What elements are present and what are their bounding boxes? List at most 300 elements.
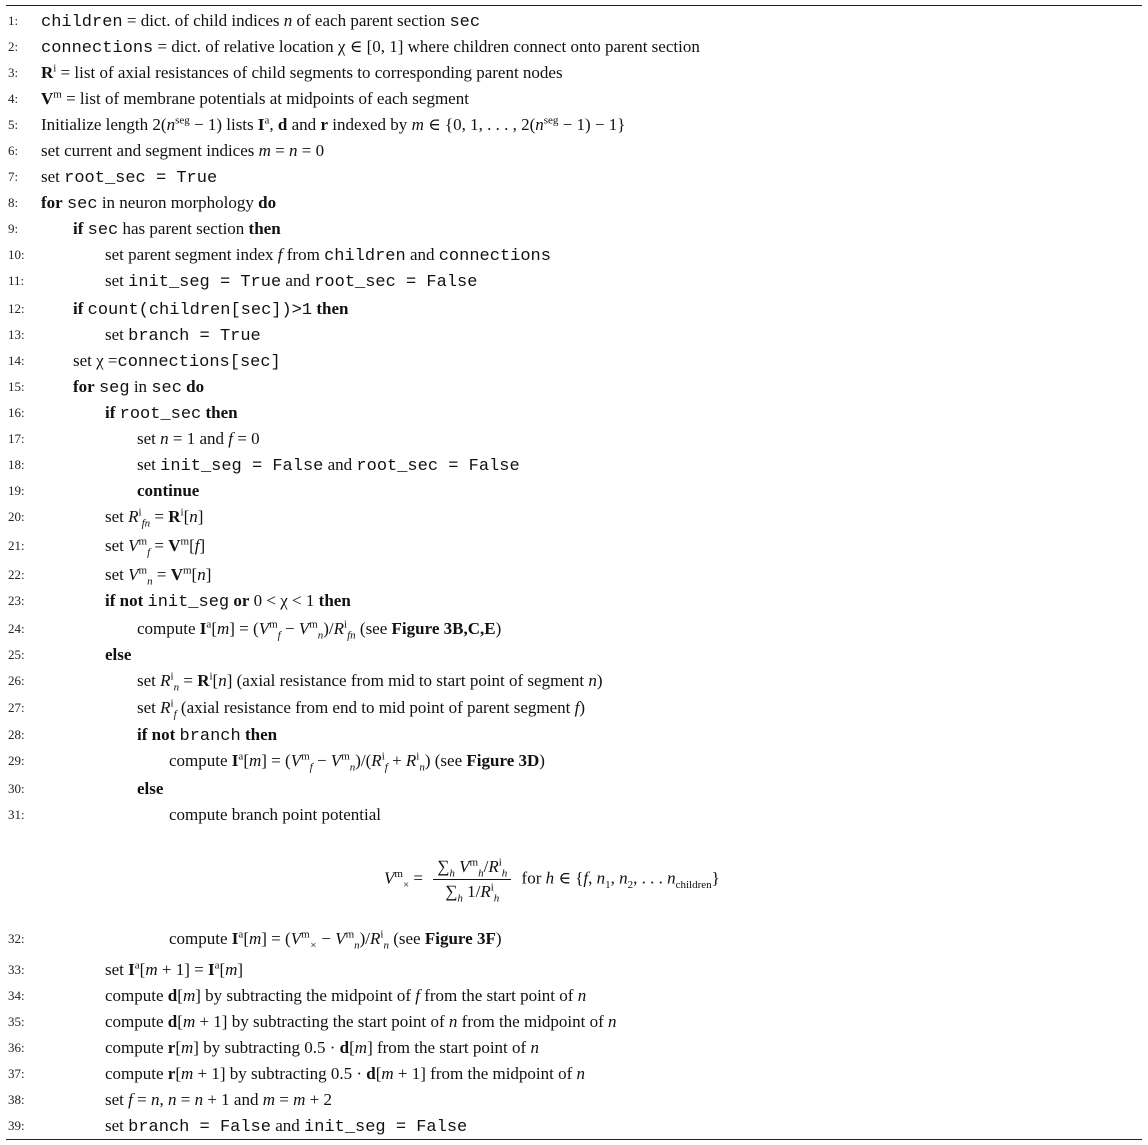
text-fragment: has parent section (118, 219, 249, 238)
text-fragment: R (405, 751, 417, 770)
text-fragment: n (160, 429, 169, 448)
line-text (105, 588, 351, 616)
line-number: 37: (8, 1066, 25, 1081)
text-fragment: i (170, 670, 174, 683)
line-number: 11: (8, 273, 25, 288)
text-fragment: i (380, 928, 384, 941)
line-number: 4: (8, 91, 19, 106)
eq-num-sum: ∑ (437, 857, 450, 876)
line-number: 29: (8, 753, 25, 768)
text-fragment: f (147, 546, 151, 559)
text-fragment: m (381, 1064, 394, 1083)
line-number: 14: (8, 353, 25, 368)
text-fragment: in neuron morphology (97, 193, 259, 212)
text-fragment: set (137, 698, 161, 717)
line-text (41, 112, 625, 138)
text-fragment: m (180, 535, 190, 548)
text-fragment: fn (347, 629, 356, 642)
text-fragment: a (238, 928, 244, 941)
text-fragment: from (282, 245, 325, 264)
keyword: V (168, 536, 181, 555)
text-fragment: ) (495, 619, 502, 638)
text-fragment: f (228, 429, 234, 448)
text-fragment: a (264, 114, 270, 127)
text-fragment: = 0 (233, 429, 260, 448)
text-fragment: in (129, 377, 152, 396)
text-fragment: = 1 and (168, 429, 229, 448)
keyword: then (248, 219, 281, 238)
text-fragment: R (370, 929, 381, 948)
line-text (41, 138, 324, 164)
eq-dots: , . . . (633, 868, 668, 888)
text-fragment: , (269, 115, 278, 134)
text-fragment: V (290, 751, 302, 770)
text-fragment: n (448, 1012, 458, 1031)
text-fragment: m (182, 1012, 196, 1031)
line-text (137, 668, 603, 694)
text-fragment: of each parent section (292, 11, 450, 30)
line-number: 25: (8, 647, 25, 662)
eq-n1: n (596, 868, 606, 888)
text-fragment: − (312, 751, 331, 770)
text-fragment: m (225, 960, 238, 979)
text-fragment: [ (211, 619, 217, 638)
text-fragment: [ (189, 536, 195, 555)
line-text (41, 34, 700, 62)
keyword: d (339, 1038, 350, 1057)
keyword: for (73, 377, 95, 396)
keyword: d (167, 986, 178, 1005)
text-fragment: n (576, 1064, 586, 1083)
eq-h: h (545, 868, 555, 888)
eq-lhs-sup: m (394, 867, 403, 880)
text-fragment: R (160, 698, 171, 717)
keyword: then (244, 725, 278, 744)
text-fragment: n (317, 629, 324, 642)
text-fragment: set (137, 671, 161, 690)
line-number: 9: (8, 221, 19, 236)
text-fragment: ] (axial resistance from mid to start point of segment (226, 671, 589, 690)
code-token: connections (41, 39, 154, 58)
text-fragment: [ (183, 507, 190, 526)
text-fragment: set (137, 429, 161, 448)
text-fragment: f (574, 698, 580, 717)
eq-n1-sub: 1 (605, 878, 611, 891)
text-fragment: seg (543, 114, 559, 127)
text-fragment: ∈ {0, 1, . . . , 2( (423, 115, 536, 134)
text-fragment: n (588, 671, 597, 690)
text-fragment: f (277, 245, 283, 264)
line-text (41, 60, 563, 86)
text-fragment: + 1] = (157, 960, 208, 979)
line-text (105, 1061, 585, 1087)
text-fragment: )/ (359, 929, 371, 948)
text-fragment: ) (579, 698, 586, 717)
text-fragment: set (137, 455, 161, 474)
text-fragment: n (218, 671, 227, 690)
text-fragment: m (182, 986, 196, 1005)
keyword: Figure 3B,C,E (391, 619, 496, 638)
text-fragment: + 1] by subtracting 0.5 · (193, 1064, 367, 1083)
text-fragment: n (283, 11, 293, 30)
text-fragment: ) (596, 671, 603, 690)
line-text (41, 190, 276, 218)
line-number: 28: (8, 727, 25, 742)
line-number: 3: (8, 65, 19, 80)
code-token: seg (98, 379, 130, 398)
text-fragment: n (194, 1090, 204, 1109)
line-number: 26: (8, 673, 25, 688)
line-number: 30: (8, 781, 25, 796)
line-number: 36: (8, 1040, 25, 1055)
text-fragment: n (577, 986, 587, 1005)
text-fragment: n (349, 761, 356, 774)
text-fragment: ] (199, 536, 206, 555)
eq-num-r: R (488, 857, 499, 876)
text-fragment: V (128, 565, 139, 584)
text-fragment: n (166, 115, 176, 134)
code-token: sec (87, 221, 119, 240)
eq-lhs-sub: × (402, 878, 410, 891)
code-token: connections[sec] (117, 353, 281, 372)
keyword: if (105, 403, 116, 422)
text-fragment: m (145, 960, 158, 979)
line-number: 31: (8, 807, 25, 822)
line-number: 12: (8, 301, 25, 316)
text-fragment: m (269, 618, 278, 631)
text-fragment: set (105, 1116, 129, 1135)
keyword: R (168, 507, 181, 526)
line-number: 33: (8, 962, 25, 977)
keyword: V (41, 89, 54, 108)
text-fragment: [ (375, 1064, 382, 1083)
text-fragment: V (335, 929, 346, 948)
text-fragment: m (138, 564, 148, 577)
keyword: V (170, 565, 183, 584)
text-fragment: [ (175, 1038, 182, 1057)
line-number: 17: (8, 431, 25, 446)
text-fragment: m (341, 750, 350, 763)
text-fragment: − 1) − 1} (558, 115, 626, 134)
text-fragment: compute (105, 1064, 168, 1083)
text-fragment: (see (388, 929, 425, 948)
code-token: connections (438, 247, 551, 266)
keyword: if (73, 299, 84, 318)
text-fragment: [ (175, 1064, 182, 1083)
text-fragment: set (105, 271, 129, 290)
text-fragment: = (150, 536, 169, 555)
line-number: 2: (8, 39, 19, 54)
text-fragment: i (180, 506, 184, 519)
text-fragment: = (274, 1090, 294, 1109)
text-fragment: = (152, 565, 171, 584)
code-token: root_sec = True (64, 169, 218, 188)
eq-f: f (583, 868, 589, 888)
keyword: or (233, 591, 250, 610)
eq-num-v: V (459, 857, 470, 876)
text-fragment: n (167, 1090, 177, 1109)
text-fragment: n (197, 565, 206, 584)
text-fragment: m (411, 115, 424, 134)
eq-den-r-sup: i (490, 881, 494, 894)
code-token: branch = True (128, 327, 261, 346)
line-number: 39: (8, 1118, 25, 1133)
line-text (105, 1113, 467, 1141)
text-fragment: + 1] by subtracting the start point of (195, 1012, 449, 1031)
line-number: 21: (8, 538, 25, 553)
text-fragment: set (105, 960, 129, 979)
text-fragment: i (138, 506, 142, 519)
line-number: 35: (8, 1014, 25, 1029)
line-text (73, 296, 348, 324)
line-text (137, 426, 260, 452)
text-fragment: m (262, 1090, 275, 1109)
keyword: else (105, 645, 132, 664)
text-fragment: indexed by (327, 115, 412, 134)
text-fragment: ] = ( (261, 929, 291, 948)
line-text (41, 8, 480, 36)
text-fragment: V (290, 929, 302, 948)
text-fragment: − 1) lists (189, 115, 258, 134)
text-fragment: + 1] from the midpoint of (393, 1064, 577, 1083)
text-fragment: f (173, 708, 177, 721)
keyword: I (128, 960, 135, 979)
eq-num-r-sub: h (501, 867, 508, 880)
text-fragment: set (105, 565, 129, 584)
text-fragment: a (214, 959, 220, 972)
line-number: 20: (8, 509, 25, 524)
text-fragment: from the start point of (419, 986, 578, 1005)
code-token: init_seg = False (160, 457, 324, 476)
text-fragment: from the midpoint of (457, 1012, 609, 1031)
text-fragment: ] (197, 507, 204, 526)
line-number: 38: (8, 1092, 25, 1107)
line-text (137, 452, 520, 480)
line-text (105, 242, 551, 270)
text-fragment: = list of membrane potentials at midpoints of each segment (61, 89, 469, 108)
text-fragment: i (170, 697, 174, 710)
text-fragment: n (354, 939, 360, 952)
code-token: init_seg = False (304, 1118, 468, 1137)
text-fragment: i (209, 670, 213, 683)
text-fragment: × (309, 939, 318, 952)
keyword: do (258, 193, 277, 212)
text-fragment: n (383, 939, 389, 952)
code-token: init_seg (147, 593, 230, 612)
keyword: then (316, 299, 349, 318)
text-fragment: n (535, 115, 544, 134)
text-fragment: compute (105, 1012, 168, 1031)
branch-point-equation: $V^m_\times$ = $\frac{\sum_h V^m_h/R^i_h}{\sum_h 1/R^i_h}$ for h ∈ {f, $n_1$, $n_2$, . . . $n_{children}$} (384, 856, 720, 905)
text-fragment: compute (105, 1038, 168, 1057)
line-number: 34: (8, 988, 25, 1003)
code-token: children (324, 247, 406, 266)
text-fragment: ] (205, 565, 212, 584)
text-fragment: n (150, 1090, 160, 1109)
text-fragment: compute (105, 986, 168, 1005)
code-token: branch (179, 727, 241, 746)
text-fragment: n (173, 681, 180, 694)
eq-den-sum: ∑ (445, 882, 458, 901)
text-fragment: [ (177, 986, 183, 1005)
text-fragment: f (309, 761, 313, 774)
line-number: 6: (8, 143, 19, 158)
text-fragment: + (387, 751, 406, 770)
line-text (105, 268, 477, 296)
line-number: 1: (8, 13, 19, 28)
text-fragment: m (181, 1038, 194, 1057)
keyword: Figure 3D (466, 751, 540, 770)
keyword: I (199, 619, 207, 638)
line-text (105, 1009, 617, 1035)
text-fragment: and (323, 455, 357, 474)
eq-lhs-v: V (384, 868, 395, 888)
line-text (137, 722, 277, 750)
text-fragment: )/ (323, 619, 334, 638)
text-fragment: m (309, 618, 318, 631)
keyword: continue (137, 481, 200, 500)
code-token: sec (449, 13, 481, 32)
code-token: count(children[sec])>1 (87, 301, 313, 320)
text-fragment: [ (191, 565, 198, 584)
keyword: then (318, 591, 351, 610)
keyword: R (41, 63, 54, 82)
keyword: I (207, 960, 215, 979)
keyword: for (41, 193, 63, 212)
text-fragment: n (530, 1038, 539, 1057)
eq-n2: n (619, 868, 628, 888)
line-number: 19: (8, 483, 25, 498)
keyword: I (231, 751, 239, 770)
eq-fraction (433, 856, 511, 903)
code-token: init_seg = True (128, 273, 282, 292)
text-fragment: set χ = (73, 351, 118, 370)
line-text (105, 1087, 332, 1113)
eq-den-r: R (480, 882, 491, 901)
text-fragment: = (150, 507, 169, 526)
keyword: Figure 3F (424, 929, 496, 948)
text-fragment: and (281, 271, 315, 290)
eq-for: for (521, 868, 542, 888)
text-fragment: n (289, 141, 298, 160)
text-fragment: V (298, 619, 310, 638)
line-text (137, 616, 501, 642)
text-fragment: set (105, 325, 129, 344)
keyword: then (205, 403, 238, 422)
text-fragment: m (258, 141, 271, 160)
eq-set-open: ∈ { (558, 868, 584, 888)
line-text (105, 504, 203, 530)
text-fragment: i (53, 62, 57, 75)
code-token: sec (66, 195, 98, 214)
keyword: d (167, 1012, 178, 1031)
text-fragment: + 1 and (203, 1090, 263, 1109)
text-fragment: V (330, 751, 342, 770)
line-text (73, 216, 281, 244)
eq-num-r-sup: i (498, 856, 502, 869)
line-text (105, 400, 238, 428)
text-fragment: , (159, 1090, 168, 1109)
text-fragment: compute (169, 929, 232, 948)
line-number: 27: (8, 700, 25, 715)
code-token: sec (151, 379, 182, 398)
text-fragment: m (53, 88, 62, 101)
line-number: 13: (8, 327, 25, 342)
line-text (41, 164, 217, 192)
text-fragment: f (277, 629, 281, 642)
text-fragment: R (333, 619, 345, 638)
text-fragment: = 0 (297, 141, 325, 160)
text-fragment: + 2 (305, 1090, 332, 1109)
line-number: 10: (8, 247, 25, 262)
line-text (169, 926, 502, 952)
eq-n2-sub: 2 (627, 878, 634, 891)
line-text (41, 86, 469, 112)
text-fragment: R (128, 507, 139, 526)
text-fragment: m (301, 928, 310, 941)
text-fragment: ] = ( (229, 619, 259, 638)
keyword: if not (105, 591, 144, 610)
keyword: R (197, 671, 210, 690)
text-fragment: = (132, 1090, 151, 1109)
eq-num-v-sub: h (478, 867, 484, 880)
code-token: root_sec = False (356, 457, 520, 476)
text-fragment: Initialize length 2( (41, 115, 167, 134)
text-fragment: − (280, 619, 299, 638)
line-number: 5: (8, 117, 19, 132)
eq-denominator (433, 880, 511, 903)
text-fragment: − (317, 929, 336, 948)
text-fragment: V (128, 536, 139, 555)
keyword: do (186, 377, 205, 396)
keyword: d (277, 115, 288, 134)
keyword: else (137, 779, 164, 798)
line-text (73, 348, 281, 376)
line-text (137, 776, 163, 802)
text-fragment: ) (see (424, 751, 467, 770)
eq-nc-sub: children (675, 878, 712, 891)
text-fragment: m (293, 1090, 306, 1109)
keyword: d (366, 1064, 376, 1083)
keyword: if (73, 219, 84, 238)
text-fragment: a (134, 959, 140, 972)
text-fragment: ) (495, 929, 502, 948)
line-number: 32: (8, 931, 25, 946)
eq-num-slash: / (483, 857, 489, 876)
line-number: 7: (8, 169, 19, 184)
line-number: 24: (8, 621, 25, 636)
text-fragment: R (160, 671, 171, 690)
text-fragment: m (181, 1064, 194, 1083)
text-fragment: a (206, 618, 212, 631)
text-fragment: set (105, 536, 129, 555)
text-fragment: and (287, 115, 321, 134)
text-fragment: i (381, 750, 385, 763)
line-text (73, 374, 204, 402)
line-text (169, 748, 545, 774)
text-fragment: = dict. of child indices (122, 11, 284, 30)
line-text (105, 1035, 539, 1061)
text-fragment: and (270, 1116, 305, 1135)
text-fragment: ] = ( (261, 751, 291, 770)
text-fragment: R (371, 751, 382, 770)
text-fragment: [ (243, 929, 249, 948)
line-text (105, 322, 261, 350)
text-fragment: ) (539, 751, 545, 770)
line-text (169, 802, 381, 828)
keyword: I (231, 929, 239, 948)
eq-num-v-sup: m (469, 856, 479, 869)
